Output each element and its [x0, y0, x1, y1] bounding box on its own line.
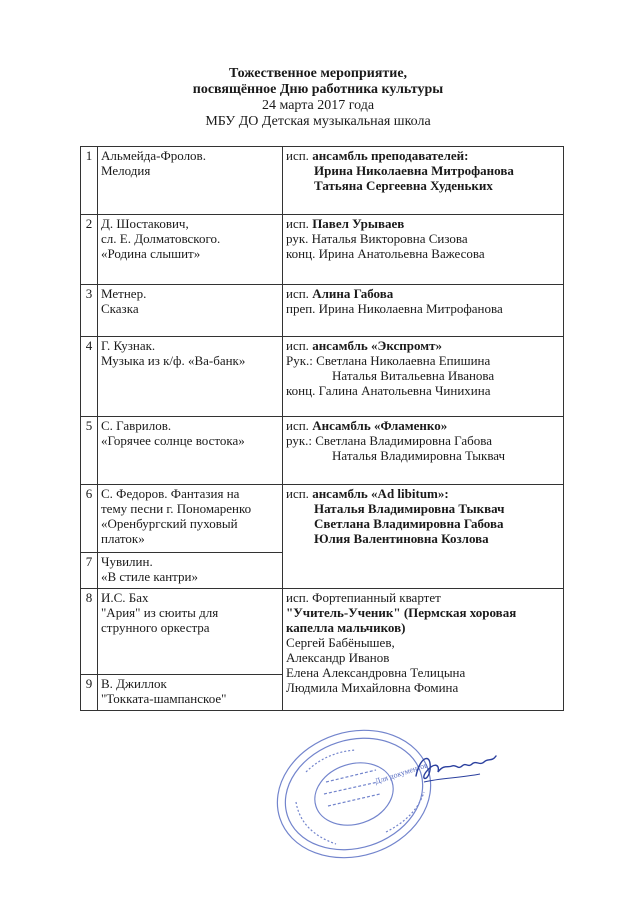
piece-line: С. Гаврилов. [101, 418, 172, 433]
piece-line: Сказка [101, 301, 139, 316]
piece-line: "Ария" из сюиты для [101, 605, 219, 620]
piece-cell [98, 675, 283, 711]
performer-group: ансамбль «Ad libitum»: [312, 486, 449, 501]
row-number: 7 [81, 553, 98, 589]
performer-heading [286, 486, 560, 501]
performer-line: конц. Ирина Анатольевна Важесова [286, 246, 485, 261]
performer-cell [283, 285, 564, 337]
piece-cell [98, 215, 283, 285]
piece-cell [98, 589, 283, 675]
piece-line: «Оренбургский пуховый [101, 516, 238, 531]
performer-heading [286, 216, 560, 231]
table-row [81, 589, 564, 675]
performer-line: преп. Ирина Николаевна Митрофанова [286, 301, 503, 316]
header-school: МБУ ДО Детская музыкальная школа [205, 114, 431, 129]
piece-cell [98, 485, 283, 553]
piece-cell [98, 553, 283, 589]
performer-group: "Учитель-Ученик" (Пермская хоровая [286, 605, 517, 620]
signature-icon [410, 742, 500, 792]
piece-line: сл. Е. Долматовского. [101, 231, 221, 246]
performer-cell [283, 337, 564, 417]
piece-line: тему песни г. Пономаренко [101, 501, 252, 516]
performer-name: Павел Урываев [312, 216, 405, 231]
performer-line: Александр Иванов [286, 650, 390, 665]
piece-line: В. Джиллок [101, 676, 167, 691]
performer-prefix: исп. Фортепианный квартет [286, 590, 441, 605]
performer-group: ансамбль преподавателей: [312, 148, 469, 163]
performer-cell [283, 485, 564, 589]
performer-heading [286, 286, 560, 301]
performer-name: Алина Габова [312, 286, 394, 301]
header-title-line-1: Тожественное мероприятие, [228, 66, 408, 81]
performer-heading [286, 418, 560, 433]
row-number: 9 [81, 675, 98, 711]
performer-line: Рук.: Светлана Николаевна Епишина [286, 353, 491, 368]
performer-group: капелла мальчиков) [286, 620, 406, 635]
piece-line: Чувилин. [101, 554, 153, 569]
piece-line: платок» [101, 531, 145, 546]
performer-prefix: исп. [286, 338, 309, 353]
table-row [81, 147, 564, 215]
table-row [81, 417, 564, 485]
document-header [0, 66, 636, 130]
header-date: 24 марта 2017 года [261, 98, 375, 113]
performer-line: Юлия Валентиновна Козлова [314, 531, 489, 546]
piece-cell [98, 285, 283, 337]
program-table [80, 146, 564, 711]
row-number: 4 [81, 337, 98, 417]
piece-line: С. Федоров. Фантазия на [101, 486, 240, 501]
performer-prefix: исп. [286, 286, 309, 301]
piece-line: Д. Шостакович, [101, 216, 189, 231]
piece-cell [98, 417, 283, 485]
performer-prefix: исп. [286, 486, 309, 501]
piece-line: Метнер. [101, 286, 147, 301]
performer-heading [286, 148, 560, 163]
piece-line: «Горячее солнце востока» [101, 433, 245, 448]
table-row [81, 337, 564, 417]
performer-line: Наталья Владимировна Тыквач [314, 501, 505, 516]
table-row [81, 285, 564, 337]
performer-line: рук. Наталья Викторовна Сизова [286, 231, 468, 246]
performer-prefix: исп. [286, 216, 309, 231]
performer-line: Наталья Владимировна Тыквач [332, 448, 506, 463]
piece-cell [98, 147, 283, 215]
performer-cell [283, 417, 564, 485]
performer-prefix: исп. [286, 148, 309, 163]
performer-line: конц. Галина Анатольевна Чинихина [286, 383, 491, 398]
stamp-text: Для документов [373, 760, 429, 786]
piece-line: «В стиле кантри» [101, 569, 198, 584]
performer-line: Наталья Витальевна Иванова [332, 368, 495, 383]
performer-group: ансамбль «Экспромт» [312, 338, 443, 353]
table-row [81, 215, 564, 285]
performer-line: Елена Александровна Телицына [286, 665, 466, 680]
row-number: 2 [81, 215, 98, 285]
performer-line: Татьяна Сергеевна Худеньких [314, 178, 493, 193]
performer-line: Ирина Николаевна Митрофанова [314, 163, 514, 178]
piece-line: «Родина слышит» [101, 246, 201, 261]
row-number: 6 [81, 485, 98, 553]
piece-line: "Токката-шампанское" [101, 691, 227, 706]
piece-line: Музыка из к/ф. «Ва-банк» [101, 353, 246, 368]
table-row [81, 485, 564, 553]
row-number: 3 [81, 285, 98, 337]
piece-line: Альмейда-Фролов. [101, 148, 206, 163]
row-number: 1 [81, 147, 98, 215]
piece-line: Мелодия [101, 163, 151, 178]
performer-cell [283, 147, 564, 215]
performer-heading [286, 338, 560, 353]
row-number: 8 [81, 589, 98, 675]
performer-line: Светлана Владимировна Габова [314, 516, 504, 531]
performer-line: Сергей Бабёнышев, [286, 635, 395, 650]
piece-line: струнного оркестра [101, 620, 210, 635]
piece-line: Г. Кузнак. [101, 338, 156, 353]
performer-line: рук.: Светлана Владимировна Габова [286, 433, 492, 448]
piece-line: И.С. Бах [101, 590, 149, 605]
performer-cell [283, 589, 564, 711]
row-number: 5 [81, 417, 98, 485]
piece-cell [98, 337, 283, 417]
performer-cell [283, 215, 564, 285]
performer-prefix: исп. [286, 418, 309, 433]
performer-group: Ансамбль «Фламенко» [312, 418, 448, 433]
header-title-line-2: посвящённое Дню работника культуры [192, 82, 444, 97]
performer-line: Людмила Михайловна Фомина [286, 680, 459, 695]
